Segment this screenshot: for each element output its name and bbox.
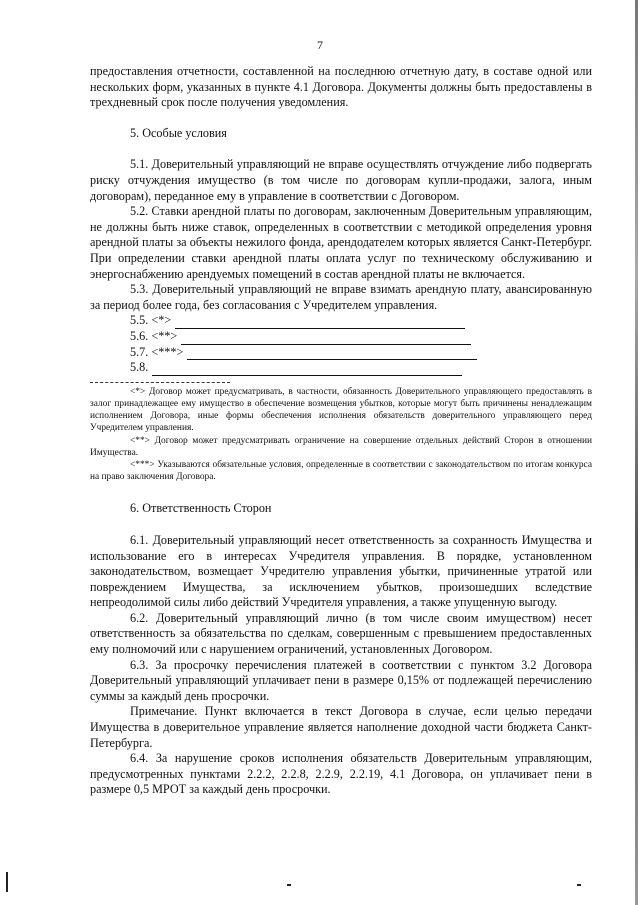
footnote-2: <**> Договор может предусматривать ограничение на совершение отдельных действий Сторон в отношении Имущества. <box>90 435 592 458</box>
blank-clause-5-7 <box>130 345 592 361</box>
blank-label: 5.6. <**> <box>130 328 178 343</box>
page-content <box>90 64 592 798</box>
clause-5-1: 5.1. Доверительный управляющий не вправе осуществлять отчуждение либо подвергать риску отчуждения имущество (в том числе по договорам купли-продажи, залога, иным договорам), переданное ему в управление в соответствии с Договором. <box>90 157 592 203</box>
blank-clause-5-8 <box>130 360 592 376</box>
blank-label: 5.5. <*> <box>130 313 172 328</box>
blank-clause-5-6 <box>130 329 592 345</box>
blank-clause-5-5 <box>130 313 592 329</box>
blank-label: 5.8. <box>130 360 149 375</box>
scan-mark <box>577 884 581 886</box>
fill-line[interactable] <box>187 348 477 360</box>
clause-5-2: 5.2. Ставки арендной платы по договорам, заключенным Доверительным управляющим, не должны быть ниже ставок, определенных в соответствии с методикой определения уровня арендной платы за объекты нежилого фонда, арендодателем которых является Санкт-Петербург. При определении ставки арендной платы оплата услуг по техническому обслуживанию и энергоснабжению арендуемых помещений в состав арендной платы не включается. <box>90 204 592 281</box>
intro-paragraph: предоставления отчетности, составленной на последнюю отчетную дату, в составе одной или нескольких форм, указанных в пункте 4.1 Договора. Документы должны быть предоставлены в трехдневный срок после получения уведомления. <box>90 64 592 110</box>
scan-edge <box>635 0 638 905</box>
clause-6-4: 6.4. За нарушение сроков исполнения обязательств Доверительным управляющим, предусмотренных пунктами 2.2.2, 2.2.8, 2.2.9, 2.2.19, 4.1 Договора, он уплачивает пени в размере 0,5 МРОТ за каждый день просрочки. <box>90 751 592 797</box>
fill-line[interactable] <box>152 364 462 376</box>
footnote-3: <***> Указываются обязательные условия, определенные в соответствии с законодательством по итогам конкурса на право заключения Договора. <box>90 459 592 483</box>
note-paragraph: Примечание. Пункт включается в текст Договора в случае, если целью передачи Имущества в доверительное управление является наполнение доходной части бюджета Санкт-Петербурга. <box>90 704 592 750</box>
scan-mark <box>287 884 291 886</box>
section-6-heading: 6. Ответственность Сторон <box>130 501 272 516</box>
footnote-divider <box>90 382 230 383</box>
fill-line[interactable] <box>175 317 465 329</box>
clause-6-3: 6.3. За просрочку перечисления платежей в соответствии с пунктом 3.2 Договора Доверительный управляющий уплачивает пени в размере 0,15% от подлежащей перечислению суммы за каждый день просрочки. <box>90 657 592 703</box>
scan-mark <box>6 872 8 892</box>
fill-line[interactable] <box>181 333 471 345</box>
clause-6-2: 6.2. Доверительный управляющий лично (в том числе своим имуществом) несет ответственность за обязательства по сделкам, совершенным с превышением предоставленных ему полномочий или с нарушением ограничений, установленных Договором. <box>90 610 592 657</box>
clause-6-1: 6.1. Доверительный управляющий несет ответственность за сохранность Имущества и использование его в интересах Учредителя управления. В порядке, установленном законодательством, возмещает Учредителю управления убытки, причиненные утратой или повреждением Имущества, за исключением убытков, произошедших вследствие непреодолимой силы либо действий Учредителя управления, а также упущенную выгоду. <box>90 532 592 610</box>
page-number: 7 <box>317 38 323 52</box>
footnote-1: <*> Договор может предусматривать, в частности, обязанность Доверительного управляющего предоставлять в залог принадлежащее ему имущество в обеспечение возмещения убытков, которые могут быть причинены ненадлежащим исполнением Договора, иные формы обеспечения исполнения обязательств доверительного управляющего перед Учредителем управления. <box>90 386 592 434</box>
blank-label: 5.7. <***> <box>130 344 184 359</box>
clause-5-3: 5.3. Доверительный управляющий не вправе взимать арендную плату, авансированную за период более года, без согласования с Учредителем управления. <box>90 282 592 312</box>
section-5-heading: 5. Особые условия <box>130 125 227 140</box>
